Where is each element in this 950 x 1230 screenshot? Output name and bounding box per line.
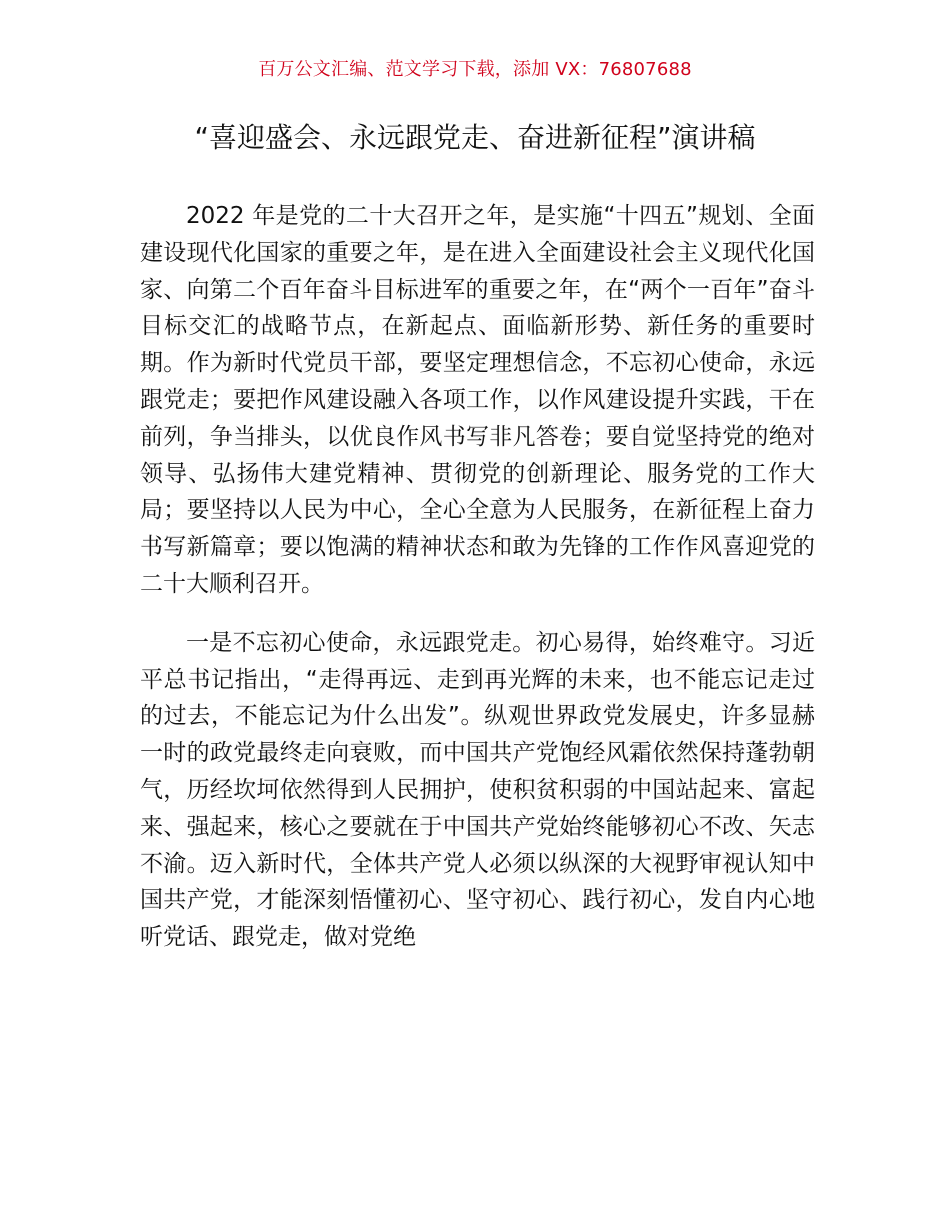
paragraph-point-one: 一是不忘初心使命，永远跟党走。初心易得，始终难守。习近平总书记指出，“走得再远、走到再光辉的未来，也不能忘记走过的过去，不能忘记为什么出发”。纵观世界政党发展史，许多显赫一时的政党最终走向衰败，而中国共产党饱经风霜依然保持蓬勃朝气，历经坎坷依然得到人民拥护，使积贫积弱的中国站起来、富起来、强起来，核心之要就在于中国共产党始终能够初心不改、矢志不渝。迈入新时代，全体共产党人必须以纵深的大视野审视认知中国共产党，才能深刻悟懂初心、坚守初心、践行初心，发自内心地听党话、跟党走，做对党绝 [140, 629, 815, 951]
paragraph-intro: 2022 年是党的二十大召开之年，是实施“十四五”规划、全面建设现代化国家的重要之年，是在进入全面建设社会主义现代化国家、向第二个百年奋斗目标进军的重要之年，在“两个一百年”奋斗目标交汇的战略节点，在新起点、面临新形势、新任务的重要时期。作为新时代党员干部，要坚定理想信念，不忘初心使命，永远跟党走；要把作风建设融入各项工作，以作风建设提升实践，干在前列，争当排头，以优良作风书写非凡答卷；要自觉坚持党的绝对领导、弘扬伟大建党精神、贯彻党的创新理论、服务党的工作大局；要坚持以人民为中心，全心全意为人民服务，在新征程上奋力书写新篇章；要以饱满的精神状态和敢为先锋的工作作风喜迎党的二十大顺利召开。 [140, 203, 815, 597]
watermark-header: 百万公文汇编、范文学习下载，添加 VX：76807688 [258, 59, 692, 80]
document-title: “喜迎盛会、永远跟党走、奋进新征程”演讲稿 [194, 121, 756, 154]
document-body [140, 198, 815, 956]
